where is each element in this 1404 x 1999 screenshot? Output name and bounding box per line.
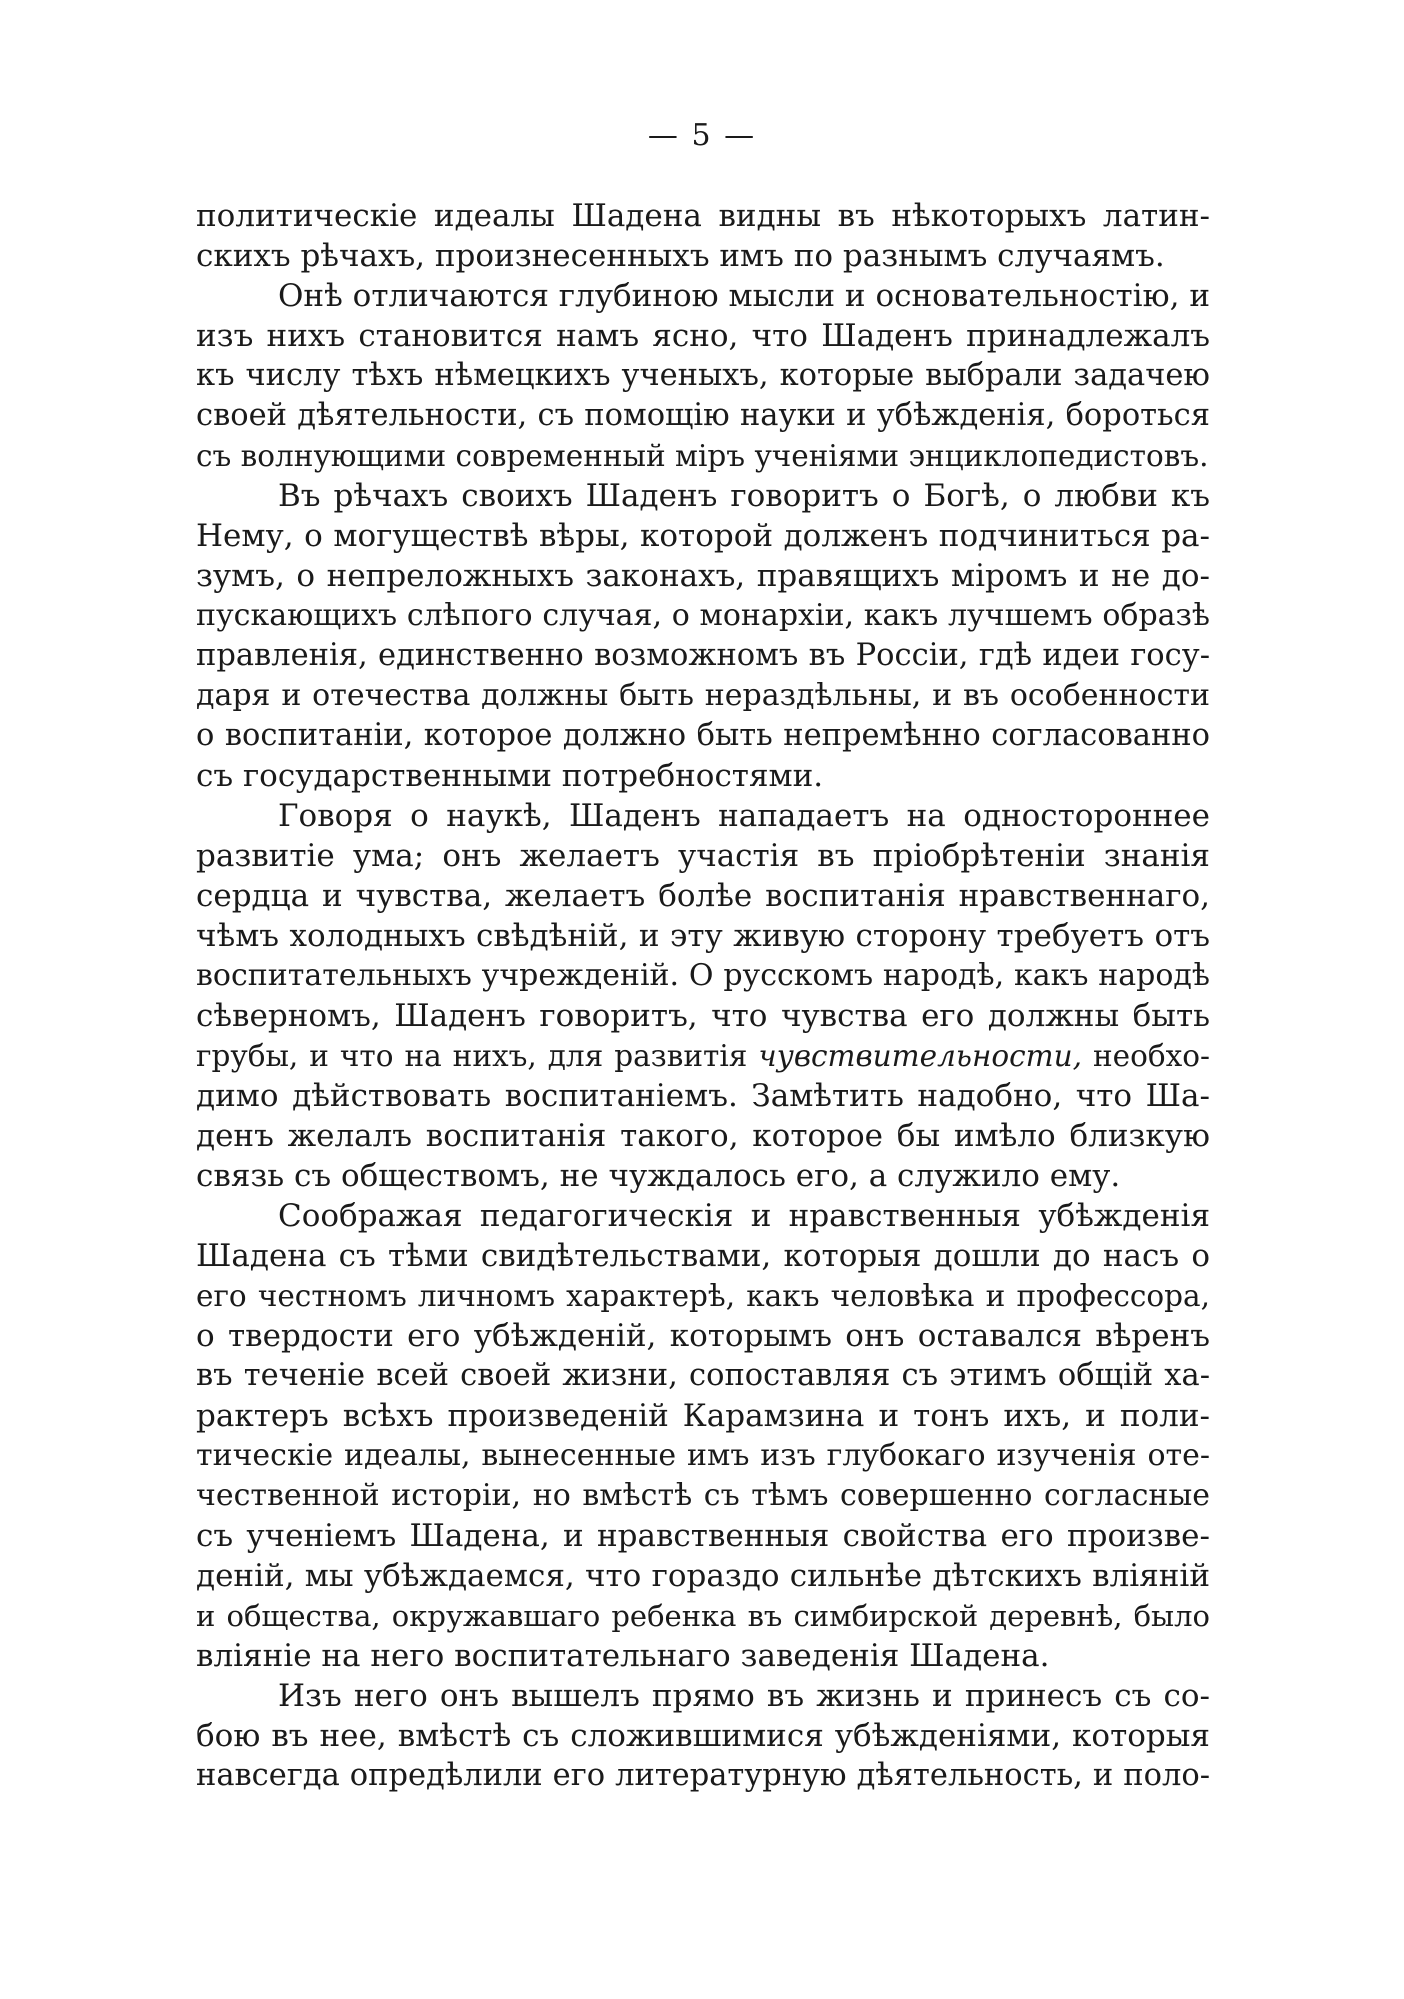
page-number: — 5 — xyxy=(647,118,757,153)
text-line: рактеръ всѣхъ произведеній Карамзина и тонъ ихъ, и поли- xyxy=(196,1398,1210,1434)
text-line: Нему, о могуществѣ вѣры, которой долженъ подчиниться ра- xyxy=(196,518,1210,554)
text-line: зумъ, о непреложныхъ законахъ, правящихъ міромъ и не до- xyxy=(196,558,1210,594)
text-line: вліяніе на него воспитательнаго заведенія Шадена. xyxy=(196,1638,1050,1674)
text-line: Говоря о наукѣ, Шаденъ нападаетъ на одностороннее xyxy=(278,798,1210,834)
text-body xyxy=(196,196,1210,1796)
text-line: сѣверномъ, Шаденъ говоритъ, что чувства его должны быть xyxy=(196,998,1210,1034)
text-line: даря и отечества должны быть нераздѣльны, и въ особенности xyxy=(196,678,1210,713)
text-line: Онѣ отличаются глубиною мысли и основательностію, и xyxy=(278,278,1210,314)
text-line: политическіе идеалы Шадена видны въ нѣкоторыхъ латин- xyxy=(196,198,1210,234)
text-line: о воспитаніи, которое должно быть непремѣнно согласованно xyxy=(196,718,1210,753)
text-line: Въ рѣчахъ своихъ Шаденъ говоритъ о Богѣ, о любви къ xyxy=(278,478,1210,514)
text-line: Шадена съ тѣми свидѣтельствами, которыя дошли до насъ о xyxy=(196,1238,1210,1274)
text-segment: необхо- xyxy=(1082,1039,1210,1073)
text-line: развитіе ума; онъ желаетъ участія въ пріобрѣтеніи знанія xyxy=(196,838,1210,874)
text-line: о твердости его убѣжденій, которымъ онъ оставался вѣренъ xyxy=(196,1318,1210,1354)
text-line: бою въ нее, вмѣстѣ съ сложившимися убѣжденіями, которыя xyxy=(196,1718,1210,1754)
text-line-with-emphasis xyxy=(196,1036,1210,1076)
emphasized-word: чувствительности, xyxy=(758,1039,1083,1073)
text-segment: грубы, и что на нихъ, для развитія xyxy=(196,1039,759,1073)
text-line: и общества, окружавшаго ребенка въ симбирской деревнѣ, было xyxy=(196,1599,1210,1633)
text-line: съ волнующими современный міръ ученіями энциклопедистовъ. xyxy=(196,439,1209,473)
text-line: пускающихъ слѣпого случая, о монархіи, какъ лучшемъ образѣ xyxy=(196,598,1210,633)
text-line: навсегда опредѣлили его литературную дѣятельность, и поло- xyxy=(196,1758,1210,1793)
text-line: Изъ него онъ вышелъ прямо въ жизнь и принесъ съ со- xyxy=(278,1678,1210,1714)
text-line: деній, мы убѣждаемся, что гораздо сильнѣе дѣтскихъ вліяній xyxy=(196,1558,1210,1594)
text-line: димо дѣйствовать воспитаніемъ. Замѣтить надобно, что Ша- xyxy=(196,1078,1210,1114)
text-line: связь съ обществомъ, не чуждалось его, а служило ему. xyxy=(196,1158,1121,1194)
text-line: тическіе идеалы, вынесенные имъ изъ глубокаго изученія оте- xyxy=(196,1438,1210,1473)
text-line: къ числу тѣхъ нѣмецкихъ ученыхъ, которые выбрали задачею xyxy=(196,358,1210,393)
text-line: Соображая педагогическія и нравственныя убѣжденія xyxy=(278,1198,1210,1234)
text-line: сердца и чувства, желаетъ болѣе воспитанія нравственнаго, xyxy=(196,878,1210,914)
text-line: своей дѣятельности, съ помощію науки и убѣжденія, бороться xyxy=(196,398,1210,433)
text-line: правленія, единственно возможномъ въ Россіи, гдѣ идеи госу- xyxy=(196,638,1210,673)
text-line: въ теченіе всей своей жизни, сопоставляя съ этимъ общій ха- xyxy=(196,1358,1210,1393)
text-line: чѣмъ холодныхъ свѣдѣній, и эту живую сторону требуетъ отъ xyxy=(196,918,1210,954)
text-line: съ ученіемъ Шадена, и нравственныя свойства его произве- xyxy=(196,1518,1210,1554)
text-line: чественной исторіи, но вмѣстѣ съ тѣмъ совершенно согласные xyxy=(196,1478,1210,1513)
text-line: его честномъ личномъ характерѣ, какъ человѣка и профессора, xyxy=(196,1279,1210,1313)
text-line: воспитательныхъ учрежденій. О русскомъ народѣ, какъ народѣ xyxy=(196,958,1210,993)
text-line: съ государственными потребностями. xyxy=(196,758,824,794)
text-line: изъ нихъ становится намъ ясно, что Шаденъ принадлежалъ xyxy=(196,318,1210,354)
text-line: скихъ рѣчахъ, произнесенныхъ имъ по разнымъ случаямъ. xyxy=(196,238,1165,274)
text-line: денъ желалъ воспитанія такого, которое бы имѣло близкую xyxy=(196,1118,1210,1154)
